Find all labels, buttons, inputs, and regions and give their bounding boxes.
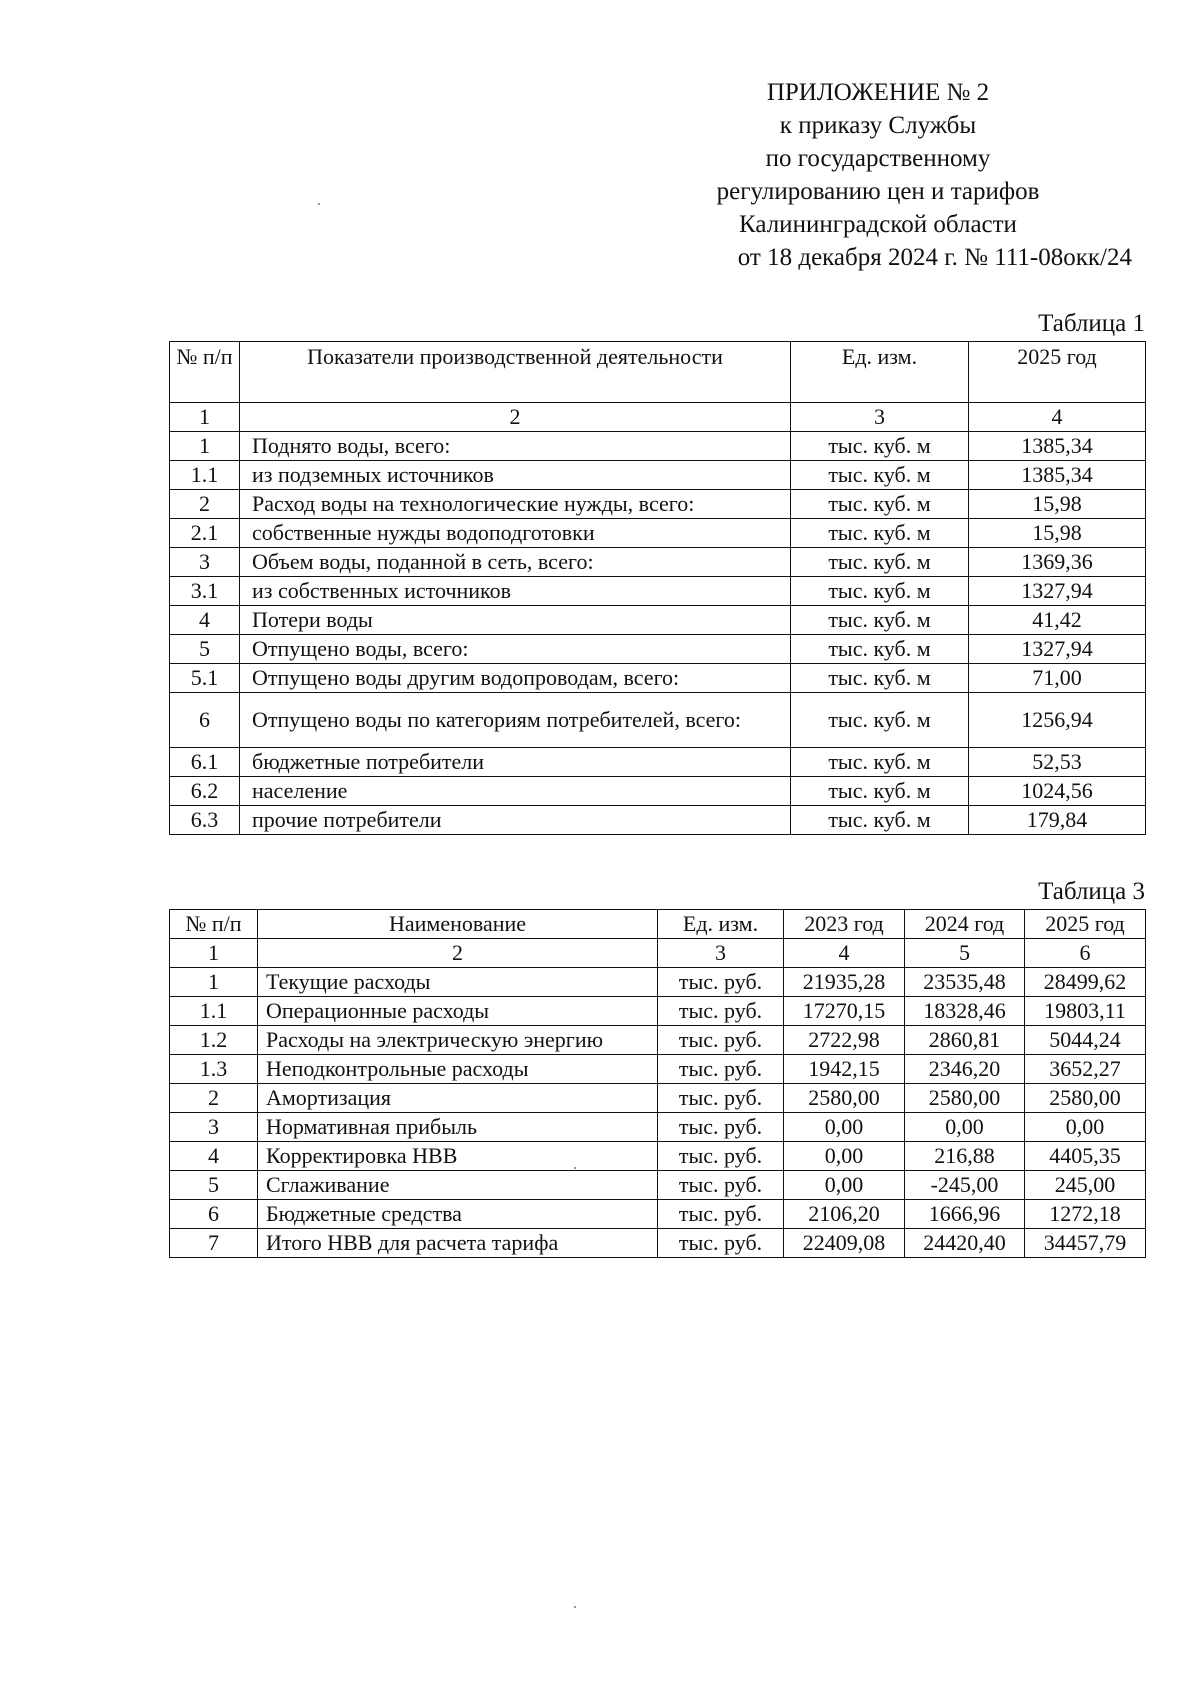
cell-y2024: 24420,40	[905, 1229, 1025, 1258]
cell-name: из собственных источников	[240, 577, 791, 606]
cell-value: 179,84	[969, 806, 1146, 835]
scan-speck	[574, 1606, 576, 1608]
column-number-row	[170, 403, 1146, 432]
column-number: 2	[240, 403, 791, 432]
cell-y2023: 2580,00	[784, 1084, 905, 1113]
cell-value: 1256,94	[969, 693, 1146, 748]
cell-num: 2	[170, 1084, 258, 1113]
cell-y2025: 245,00	[1025, 1171, 1146, 1200]
table-row	[170, 997, 1146, 1026]
table-row	[170, 490, 1146, 519]
cell-y2025: 19803,11	[1025, 997, 1146, 1026]
cell-name: Амортизация	[258, 1084, 658, 1113]
scan-speck	[574, 1167, 576, 1169]
cell-name: Корректировка НВВ	[258, 1142, 658, 1171]
header-num: № п/п	[170, 910, 258, 939]
cell-name: Итого НВВ для расчета тарифа	[258, 1229, 658, 1258]
cell-name: Сглаживание	[258, 1171, 658, 1200]
cell-value: 1385,34	[969, 432, 1146, 461]
cell-y2025: 1272,18	[1025, 1200, 1146, 1229]
cell-name: Расход воды на технологические нужды, всего:	[240, 490, 791, 519]
column-number-row	[170, 939, 1146, 968]
cell-value: 15,98	[969, 490, 1146, 519]
cell-name: Расходы на электрическую энергию	[258, 1026, 658, 1055]
cell-name: Потери воды	[240, 606, 791, 635]
cell-name: Текущие расходы	[258, 968, 658, 997]
cell-name: Отпущено воды другим водопроводам, всего:	[240, 664, 791, 693]
cell-y2024: 2860,81	[905, 1026, 1025, 1055]
header-indicator: Показатели производственной деятельности	[240, 342, 791, 403]
cell-num: 1.3	[170, 1055, 258, 1084]
header-line-regulation: регулированию цен и тарифов	[716, 178, 1040, 205]
header-num: № п/п	[170, 342, 240, 403]
table-row	[170, 693, 1146, 748]
cell-y2024: 2580,00	[905, 1084, 1025, 1113]
cell-unit: тыс. куб. м	[791, 777, 969, 806]
table-row	[170, 432, 1146, 461]
cell-y2023: 2722,98	[784, 1026, 905, 1055]
cell-num: 5	[170, 635, 240, 664]
scan-speck	[318, 203, 320, 205]
cell-num: 2	[170, 490, 240, 519]
cell-value: 1327,94	[969, 577, 1146, 606]
cell-unit: тыс. куб. м	[791, 748, 969, 777]
cell-y2023: 1942,15	[784, 1055, 905, 1084]
header-unit: Ед. изм.	[658, 910, 784, 939]
cell-num: 7	[170, 1229, 258, 1258]
cell-unit: тыс. руб.	[658, 1113, 784, 1142]
cell-name: население	[240, 777, 791, 806]
table-row	[170, 1113, 1146, 1142]
cell-y2024: 0,00	[905, 1113, 1025, 1142]
table-row	[170, 1171, 1146, 1200]
cell-unit: тыс. руб.	[658, 1229, 784, 1258]
header-year: 2025 год	[969, 342, 1146, 403]
table-1-caption: Таблица 1	[1038, 310, 1145, 337]
cell-unit: тыс. куб. м	[791, 461, 969, 490]
cell-num: 3	[170, 548, 240, 577]
table-row	[170, 664, 1146, 693]
table-row	[170, 777, 1146, 806]
cell-name: прочие потребители	[240, 806, 791, 835]
cell-num: 5	[170, 1171, 258, 1200]
cell-num: 6.1	[170, 748, 240, 777]
cell-name: Операционные расходы	[258, 997, 658, 1026]
cell-y2024: 2346,20	[905, 1055, 1025, 1084]
cell-name: Отпущено воды по категориям потребителей, всего:	[240, 693, 791, 748]
cell-y2025: 0,00	[1025, 1113, 1146, 1142]
cell-y2023: 21935,28	[784, 968, 905, 997]
table-row	[170, 1200, 1146, 1229]
cell-num: 6	[170, 693, 240, 748]
cell-name: Бюджетные средства	[258, 1200, 658, 1229]
table-row	[170, 1229, 1146, 1258]
cell-name: Поднято воды, всего:	[240, 432, 791, 461]
cell-unit: тыс. руб.	[658, 1200, 784, 1229]
cell-y2025: 5044,24	[1025, 1026, 1146, 1055]
cell-num: 1	[170, 968, 258, 997]
header-unit: Ед. изм.	[791, 342, 969, 403]
header-2023: 2023 год	[784, 910, 905, 939]
cell-num: 1	[170, 432, 240, 461]
table-row	[170, 548, 1146, 577]
cell-unit: тыс. руб.	[658, 1055, 784, 1084]
cell-num: 3.1	[170, 577, 240, 606]
cell-y2024: 216,88	[905, 1142, 1025, 1171]
cell-y2024: -245,00	[905, 1171, 1025, 1200]
table-row	[170, 635, 1146, 664]
cell-num: 1.1	[170, 997, 258, 1026]
cell-num: 4	[170, 1142, 258, 1171]
cell-unit: тыс. куб. м	[791, 432, 969, 461]
header-line-appendix: ПРИЛОЖЕНИЕ № 2	[766, 79, 990, 106]
header-2025: 2025 год	[1025, 910, 1146, 939]
table-row	[170, 806, 1146, 835]
cell-y2023: 17270,15	[784, 997, 905, 1026]
cell-unit: тыс. куб. м	[791, 490, 969, 519]
cell-unit: тыс. куб. м	[791, 548, 969, 577]
cell-y2025: 2580,00	[1025, 1084, 1146, 1113]
cell-value: 15,98	[969, 519, 1146, 548]
cell-unit: тыс. руб.	[658, 1084, 784, 1113]
column-number: 3	[658, 939, 784, 968]
column-number: 1	[170, 403, 240, 432]
cell-unit: тыс. куб. м	[791, 664, 969, 693]
table-row	[170, 968, 1146, 997]
cell-y2023: 22409,08	[784, 1229, 905, 1258]
cell-num: 1.2	[170, 1026, 258, 1055]
header-2024: 2024 год	[905, 910, 1025, 939]
cell-name: собственные нужды водоподготовки	[240, 519, 791, 548]
cell-y2023: 0,00	[784, 1113, 905, 1142]
table-row	[170, 606, 1146, 635]
column-number: 1	[170, 939, 258, 968]
column-number: 4	[784, 939, 905, 968]
cell-unit: тыс. руб.	[658, 997, 784, 1026]
table-row	[170, 519, 1146, 548]
column-number: 3	[791, 403, 969, 432]
cell-name: Нормативная прибыль	[258, 1113, 658, 1142]
cell-num: 1.1	[170, 461, 240, 490]
column-number: 6	[1025, 939, 1146, 968]
cell-name: бюджетные потребители	[240, 748, 791, 777]
cell-y2024: 18328,46	[905, 997, 1025, 1026]
production-indicators-table	[169, 341, 1146, 835]
header-line-region: Калининградской области	[739, 211, 1017, 238]
cell-unit: тыс. куб. м	[791, 693, 969, 748]
cell-unit: тыс. куб. м	[791, 635, 969, 664]
cell-name: Объем воды, поданной в сеть, всего:	[240, 548, 791, 577]
cell-y2023: 0,00	[784, 1171, 905, 1200]
cell-num: 6.3	[170, 806, 240, 835]
table-row	[170, 1084, 1146, 1113]
cell-y2024: 23535,48	[905, 968, 1025, 997]
header-line-service: по государственному	[765, 145, 991, 172]
table-3-caption: Таблица 3	[1038, 878, 1145, 905]
cell-value: 1327,94	[969, 635, 1146, 664]
cell-unit: тыс. куб. м	[791, 606, 969, 635]
table-row	[170, 1055, 1146, 1084]
cell-num: 6	[170, 1200, 258, 1229]
cell-name: Отпущено воды, всего:	[240, 635, 791, 664]
cell-y2023: 0,00	[784, 1142, 905, 1171]
cell-value: 52,53	[969, 748, 1146, 777]
cell-y2024: 1666,96	[905, 1200, 1025, 1229]
header-name: Наименование	[258, 910, 658, 939]
cell-num: 4	[170, 606, 240, 635]
cell-unit: тыс. куб. м	[791, 519, 969, 548]
cell-value: 1024,56	[969, 777, 1146, 806]
cell-unit: тыс. руб.	[658, 968, 784, 997]
cell-y2025: 28499,62	[1025, 968, 1146, 997]
cell-num: 5.1	[170, 664, 240, 693]
cell-num: 6.2	[170, 777, 240, 806]
document-header	[618, 76, 1138, 274]
cell-unit: тыс. руб.	[658, 1142, 784, 1171]
table-row	[170, 1026, 1146, 1055]
cell-value: 71,00	[969, 664, 1146, 693]
cell-y2025: 4405,35	[1025, 1142, 1146, 1171]
required-revenue-table	[169, 909, 1146, 1258]
table-row	[170, 748, 1146, 777]
column-number: 2	[258, 939, 658, 968]
cell-y2025: 3652,27	[1025, 1055, 1146, 1084]
table-row	[170, 577, 1146, 606]
column-number: 4	[969, 403, 1146, 432]
cell-unit: тыс. куб. м	[791, 806, 969, 835]
cell-value: 1369,36	[969, 548, 1146, 577]
cell-unit: тыс. руб.	[658, 1171, 784, 1200]
cell-num: 3	[170, 1113, 258, 1142]
header-line-order: к приказу Службы	[779, 112, 977, 139]
cell-y2023: 2106,20	[784, 1200, 905, 1229]
cell-num: 2.1	[170, 519, 240, 548]
cell-y2025: 34457,79	[1025, 1229, 1146, 1258]
cell-unit: тыс. куб. м	[791, 577, 969, 606]
table-row	[170, 461, 1146, 490]
table-row	[170, 1142, 1146, 1171]
cell-value: 1385,34	[969, 461, 1146, 490]
header-line-date: от 18 декабря 2024 г. № 111-08окк/24	[737, 244, 1132, 271]
cell-value: 41,42	[969, 606, 1146, 635]
cell-unit: тыс. руб.	[658, 1026, 784, 1055]
cell-name: Неподконтрольные расходы	[258, 1055, 658, 1084]
column-number: 5	[905, 939, 1025, 968]
cell-name: из подземных источников	[240, 461, 791, 490]
